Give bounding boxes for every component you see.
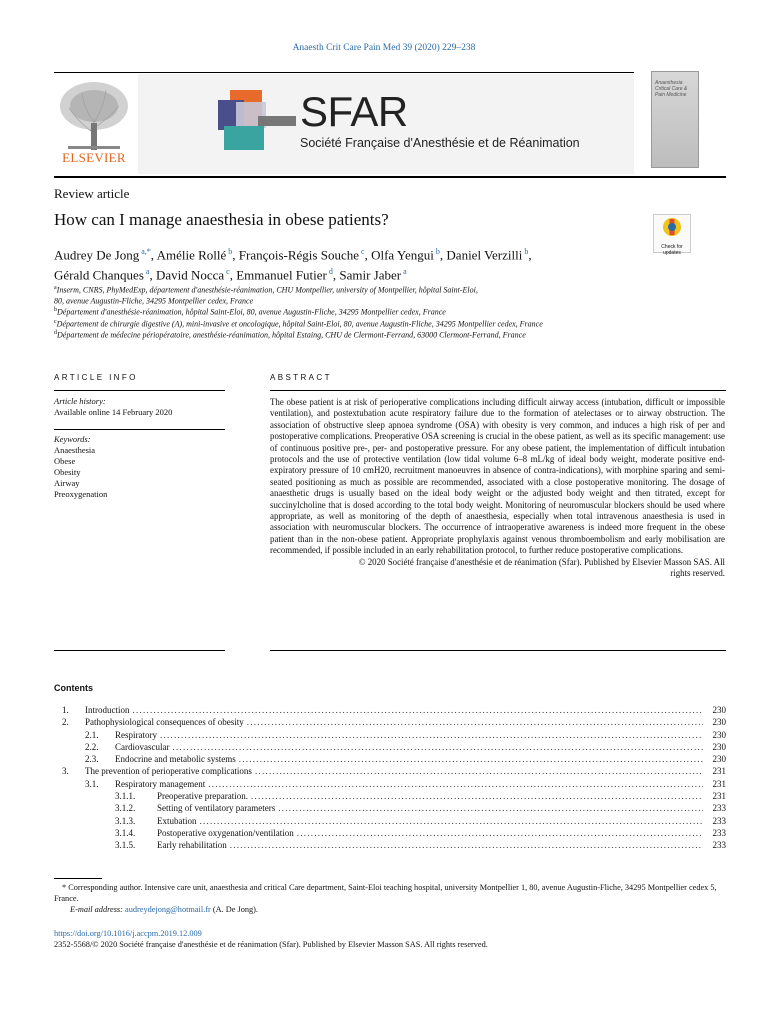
toc-entry[interactable] — [62, 791, 726, 803]
abstract-bottom-rule — [270, 650, 726, 651]
toc-label: Respiratory — [115, 729, 157, 740]
author-separator: , — [332, 267, 340, 283]
crossmark-icon — [654, 215, 690, 239]
toc-label: The prevention of perioperative complications — [85, 766, 252, 777]
author-separator: , — [439, 247, 447, 263]
author-line-1 — [54, 243, 644, 263]
toc-leader-dots — [160, 730, 703, 740]
author-name: François-Régis Souche — [238, 247, 359, 263]
toc-leader-dots — [239, 754, 703, 764]
toc-page-number: 233 — [712, 827, 726, 838]
footnote-rule — [54, 878, 102, 879]
keyword-item: Preoxygenation — [54, 489, 108, 499]
check-for-updates-badge[interactable] — [653, 214, 691, 256]
toc-entry[interactable] — [62, 717, 726, 729]
toc-label: Cardiovascular — [115, 741, 170, 752]
header-rule-top — [54, 72, 634, 73]
author-separator: , — [528, 247, 532, 263]
toc-label: Extubation — [157, 815, 197, 826]
article-type: Review article — [54, 186, 130, 201]
affiliation-text: 80, avenue Augustin-Fliche, 34295 Montpellier cedex, France — [54, 296, 254, 306]
toc-page-number: 233 — [712, 815, 726, 826]
toc-page-number: 233 — [712, 803, 726, 814]
keywords-list — [54, 445, 107, 500]
author-affiliation-marker[interactable]: a — [401, 267, 407, 277]
toc-entry[interactable] — [62, 754, 726, 766]
affiliation-item — [54, 307, 694, 317]
author-list — [54, 243, 644, 284]
toc-leader-dots — [247, 717, 703, 727]
abstract-copyright: © 2020 Société française d'anesthésie et de réanimation (Sfar). Published by Elsevier Masson SAS. All — [358, 556, 725, 567]
toc-number: 2.3. — [85, 754, 99, 765]
author-name: David Nocca — [155, 267, 225, 283]
toc-page-number: 230 — [712, 741, 726, 752]
doi-link[interactable]: https://doi.org/10.1016/j.accpm.2019.12.009 — [54, 929, 202, 938]
article-title: How can I manage anaesthesia in obese patients? — [54, 210, 389, 229]
author-name: Emmanuel Futier — [236, 267, 327, 283]
email-suffix: (A. De Jong). — [212, 905, 259, 914]
toc-page-number: 230 — [712, 754, 726, 765]
toc-label: Endocrine and metabolic systems — [115, 754, 236, 765]
affiliation-item — [54, 330, 694, 340]
toc-leader-dots — [172, 742, 703, 752]
author-affiliation-marker[interactable]: c — [224, 267, 230, 277]
affiliation-text: Département de médecine périopératoire, anesthésie-réanimation, hôpital Estaing, CHU de Clermont-Ferrand, 63000 Clermont-Ferrand, France — [57, 330, 526, 340]
toc-entry[interactable] — [62, 705, 726, 717]
author-affiliation-marker[interactable]: d — [326, 267, 333, 277]
toc-page-number: 230 — [712, 729, 726, 740]
header-rule-bottom — [54, 176, 726, 178]
affiliation-marker: d — [54, 330, 57, 336]
article-info-heading: ARTICLE INFO — [54, 373, 138, 382]
keywords-rule — [54, 429, 225, 430]
cover-title: Anaesthesia Critical Care & Pain Medicine — [655, 80, 688, 98]
elsevier-wordmark: ELSEVIER — [62, 150, 126, 165]
abstract-text: The obese patient is at risk of perioperative complications including difficult airway access (intubation, difficult or impossible ventilation), and postextubation acute respiratory failure due to the formation of atelectases or to airway obstruction. The association of obstructive sleep apnoea syndrome (OSA) with obesity is very common, and induces a high risk of per and postoperative complications. Preoperative OSA screening is crucial in the obese patient, as well as its specific management: use of continuous positive pre-, per- and postoperative pressure. For any obese patient, the implementation of difficult intubation protocols and the use of protective ventilation (low tidal volume 6–8 mL/kg of ideal body weight, moderate positive end-expiratory pressure of 10 cmH20, recruitment manoeuvres in absence of contra-indications), with morphine sparing and semi-seated positioning as much as possible are recommended, associated with a close postoperative monitoring. The dosage of anaesthetic drugs is usually based on the ideal body weight or the adjusted body weight and then titrated, except for succinylcholine that is dosed according to the total body weight. Monitoring of neuromuscular blockers should be used where appropriate, as well as monitoring of the depth of anaesthesia, especially when total intravenous anaesthesia is used in association with neuromuscular blockers. The occurrence of intraoperative awareness is indeed more frequent in the obese patient than in the non-obese patient. Appropriate prophylaxis against venous thromboembolism and early mobilisation are recommended, if possible included in an early rehabilitation protocol, to further reduce postoperative complications. — [270, 397, 725, 556]
keyword-item: Anaesthesia — [54, 445, 96, 455]
toc-entry[interactable] — [62, 779, 726, 791]
toc-entry[interactable] — [62, 803, 726, 815]
toc-leader-dots — [297, 828, 703, 838]
journal-cover-thumbnail[interactable] — [651, 71, 699, 168]
author-affiliation-marker[interactable]: b — [433, 247, 440, 256]
table-of-contents — [62, 705, 726, 853]
author-affiliation-marker[interactable]: b — [522, 247, 529, 256]
toc-leader-dots — [255, 766, 703, 776]
author-separator: , — [229, 267, 237, 283]
history-label: Article history: — [54, 396, 106, 406]
crossmark-label: Check for updates — [661, 244, 683, 256]
toc-number: 3.1. — [85, 778, 99, 789]
toc-label: Postoperative oxygenation/ventilation — [157, 827, 294, 838]
author-affiliation-marker[interactable]: b — [226, 247, 233, 256]
toc-entry[interactable] — [62, 816, 726, 828]
toc-label: Setting of ventilatory parameters — [157, 803, 276, 814]
author-separator: , — [364, 247, 372, 263]
author-separator: , — [232, 247, 239, 263]
keyword-item: Obese — [54, 456, 76, 466]
sfar-name: SFAR — [300, 88, 408, 135]
toc-entry[interactable] — [62, 840, 726, 852]
author-affiliation-marker[interactable]: a,* — [139, 247, 151, 256]
toc-number: 3.1.5. — [115, 840, 136, 851]
author-name: Amélie Rollé — [156, 247, 227, 263]
affiliation-text: Département d'anesthésie-réanimation, hôpital Saint-Eloi, 80, avenue Augustin-Fliche, 34295 Montpellier cedex, France — [57, 307, 446, 317]
keywords-label: Keywords: — [54, 434, 91, 444]
toc-page-number: 231 — [712, 791, 726, 802]
affiliation-item — [54, 296, 694, 306]
author-name: Gérald Chanques — [54, 267, 144, 283]
author-name: Samir Jaber — [339, 267, 402, 283]
toc-label: Preoperative preparation. — [157, 791, 248, 802]
abstract-heading: ABSTRACT — [270, 373, 332, 382]
toc-number: 3.1.3. — [115, 815, 136, 826]
toc-number: 3.1.1. — [115, 791, 136, 802]
author-affiliation-marker[interactable]: c — [359, 247, 365, 256]
abstract-body — [270, 397, 725, 580]
affiliation-text: Département de chirurgie digestive (A), mini-invasive et oncologique, hôpital Saint-Eloi, 80, avenue Augustin-Fliche, 34295 Montpellier cedex, France — [56, 319, 543, 329]
toc-label: Respiratory management — [115, 778, 206, 789]
toc-page-number: 233 — [712, 840, 726, 851]
abstract-rule — [270, 390, 726, 391]
email-link[interactable]: audreydejong@hotmail.fr — [125, 905, 211, 914]
article-info-bottom-rule — [54, 650, 225, 651]
toc-number: 3.1.2. — [115, 803, 136, 814]
footnote-corresponding: Corresponding author. Intensive care unit, anaesthesia and critical Care department, Saint-Eloi teaching hospital, university Montpellier 1, 80, avenue Augustin-Fliche, 34295 Montpellier cedex 5, France. — [54, 883, 717, 903]
toc-leader-dots — [251, 791, 703, 801]
toc-leader-dots — [208, 779, 703, 789]
author-name: Daniel Verzilli — [446, 247, 523, 263]
corresponding-footnote — [54, 882, 726, 904]
toc-entry[interactable] — [62, 742, 726, 754]
keyword-item: Airway — [54, 478, 80, 488]
affiliation-text: Inserm, CNRS, PhyMedExp, département d'anesthésie-réanimation, CHU Montpellier, university of Montpellier, hôpital Saint-Eloi, — [56, 285, 478, 295]
toc-entry[interactable] — [62, 828, 726, 840]
toc-leader-dots — [200, 816, 704, 826]
affiliation-marker: b — [54, 307, 57, 313]
sfar-full-name: Société Française d'Anesthésie et de Réanimation — [300, 136, 580, 150]
author-line-2 — [54, 263, 644, 283]
toc-number: 2.2. — [85, 741, 99, 752]
toc-leader-dots — [278, 803, 703, 813]
sfar-logo — [210, 86, 300, 158]
affiliation-marker: c — [54, 319, 57, 325]
toc-page-number: 231 — [712, 766, 726, 777]
abstract-rights: rights reserved. — [670, 568, 725, 579]
toc-number: 2.1. — [85, 729, 99, 740]
affiliation-item — [54, 285, 694, 295]
journal-reference[interactable]: Anaesth Crit Care Pain Med 39 (2020) 229–238 — [292, 43, 476, 53]
toc-number: 2. — [62, 717, 69, 728]
toc-label: Pathophysiological consequences of obesity — [85, 717, 244, 728]
contents-title: Contents — [54, 683, 93, 693]
toc-label: Early rehabilitation — [157, 840, 227, 851]
email-label: E-mail address: — [70, 905, 123, 914]
toc-entry[interactable] — [62, 730, 726, 742]
keyword-item: Obesity — [54, 467, 81, 477]
toc-label: Introduction — [85, 705, 130, 715]
affiliation-marker: a — [54, 285, 57, 291]
issn-copyright: 2352-5568/© 2020 Société française d'anesthésie et de réanimation (Sfar). Published by Elsevier Masson SAS. All rights reserved. — [54, 940, 488, 949]
article-info-rule — [54, 390, 225, 391]
toc-page-number: 230 — [712, 705, 726, 715]
author-affiliation-marker[interactable]: a — [143, 267, 150, 277]
toc-leader-dots — [230, 840, 703, 850]
toc-number: 3.1.4. — [115, 827, 136, 838]
toc-leader-dots — [133, 705, 704, 715]
email-footnote — [54, 904, 726, 915]
author-separator: , — [150, 247, 157, 263]
footnote-star: * — [62, 883, 67, 892]
affiliation-item — [54, 319, 694, 329]
toc-page-number: 231 — [712, 778, 726, 789]
author-separator: , — [149, 267, 156, 283]
toc-number: 1. — [62, 705, 69, 715]
toc-entry[interactable] — [62, 766, 726, 778]
toc-number: 3. — [62, 766, 69, 777]
history-value: Available online 14 February 2020 — [54, 407, 173, 417]
author-name: Olfa Yengui — [371, 247, 434, 263]
author-name: Audrey De Jong — [54, 247, 140, 263]
toc-page-number: 230 — [712, 717, 726, 728]
